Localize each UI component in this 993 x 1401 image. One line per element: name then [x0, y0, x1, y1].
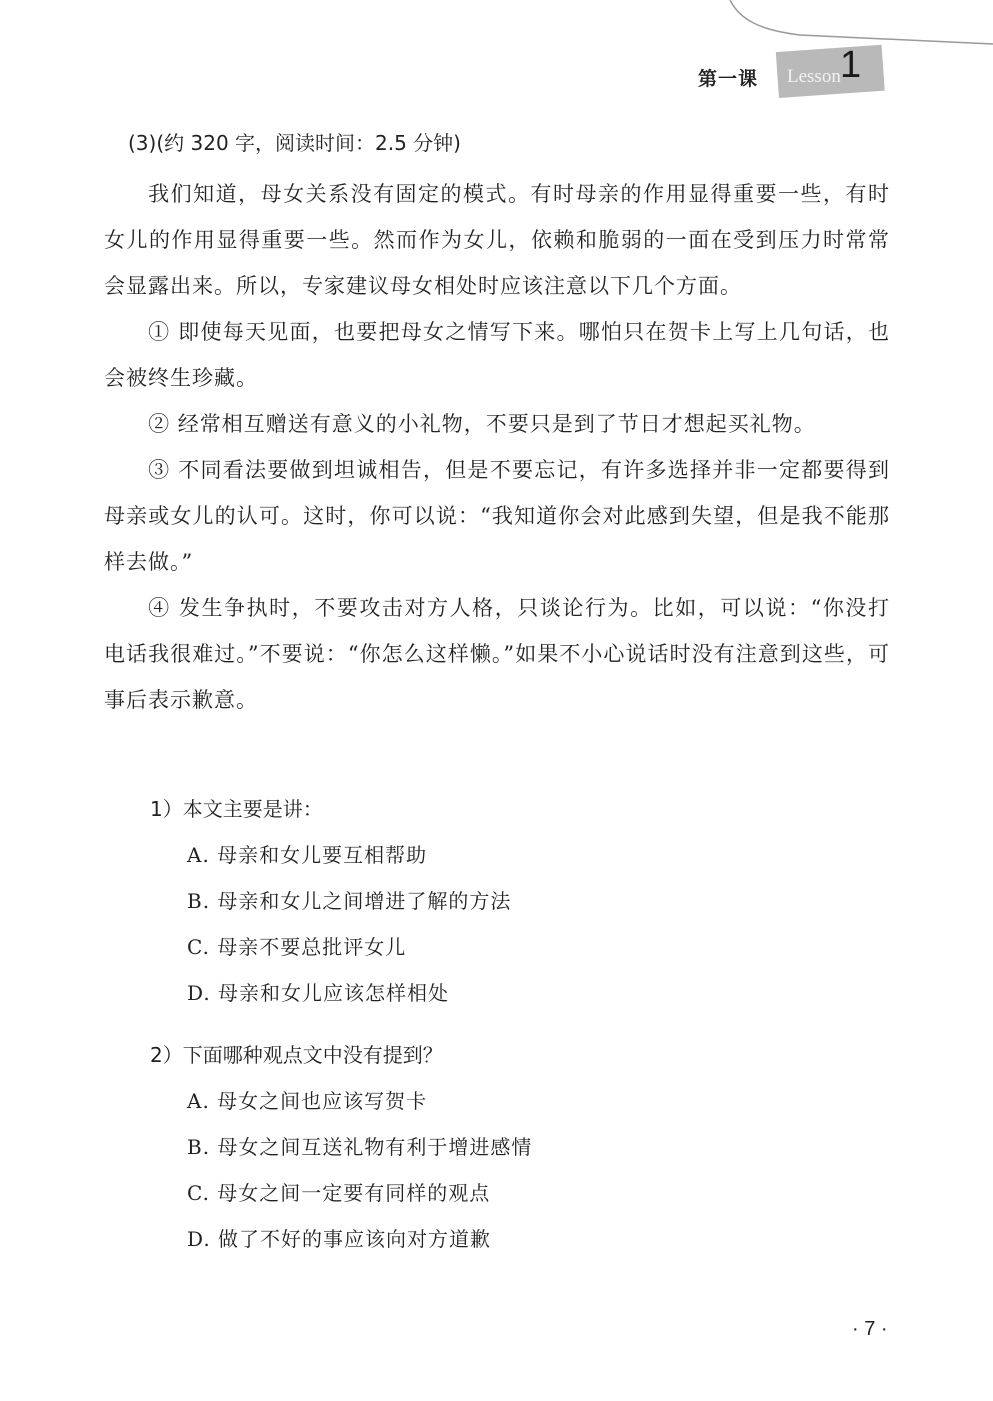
answer-option-a: A. 母女之间也应该写贺卡	[187, 1089, 428, 1113]
page-number: · 7 ·	[852, 1318, 888, 1340]
question-stem: 1）本文主要是讲：	[150, 797, 323, 821]
lesson-number: 1	[840, 44, 862, 86]
answer-option-b: B. 母亲和女儿之间增进了解的方法	[187, 889, 512, 913]
passage-paragraph-point-4: ④ 发生争执时，不要攻击对方人格，只谈论行为。比如，可以说：“你没打电话我很难过。”不要说：“你怎么这样懒。”如果不小心说话时没有注意到这些，可事后表示歉意。	[104, 596, 890, 712]
question-1	[150, 786, 850, 1016]
question-2	[150, 1032, 850, 1262]
answer-option-b: B. 母女之间互送礼物有利于增进感情	[187, 1135, 533, 1159]
chapter-title: 第一课	[698, 68, 759, 90]
passage-paragraph-point-3: ③ 不同看法要做到坦诚相告，但是不要忘记，有许多选择并非一定都要得到母亲或女儿的认可。这时，你可以说：“我知道你会对此感到失望，但是我不能那样去做。”	[104, 458, 890, 574]
answer-option-a: A. 母亲和女儿要互相帮助	[187, 843, 428, 867]
answer-option-c: C. 母亲不要总批评女儿	[187, 935, 407, 959]
reading-passage	[104, 171, 890, 723]
passage-paragraph-point-1: ① 即使每天见面，也要把母女之情写下来。哪怕只在贺卡上写上几句话，也会被终生珍藏。	[104, 320, 890, 390]
passage-paragraph-point-2: ② 经常相互赠送有意义的小礼物，不要只是到了节日才想起买礼物。	[148, 412, 816, 436]
section-heading: (3)(约 320 字，阅读时间：2.5 分钟)	[128, 131, 461, 155]
answer-option-d: D. 母亲和女儿应该怎样相处	[187, 981, 450, 1005]
answer-option-d: D. 做了不好的事应该向对方道歉	[187, 1227, 492, 1251]
lesson-label: Lesson	[787, 66, 841, 87]
question-stem: 2）下面哪种观点文中没有提到？	[150, 1043, 443, 1067]
passage-paragraph-intro: 我们知道，母女关系没有固定的模式。有时母亲的作用显得重要一些，有时女儿的作用显得重要一些。然而作为女儿，依赖和脆弱的一面在受到压力时常常会显露出来。所以，专家建议母女相处时应该注意以下几个方面。	[104, 182, 890, 298]
answer-option-c: C. 母女之间一定要有同样的观点	[187, 1181, 491, 1205]
